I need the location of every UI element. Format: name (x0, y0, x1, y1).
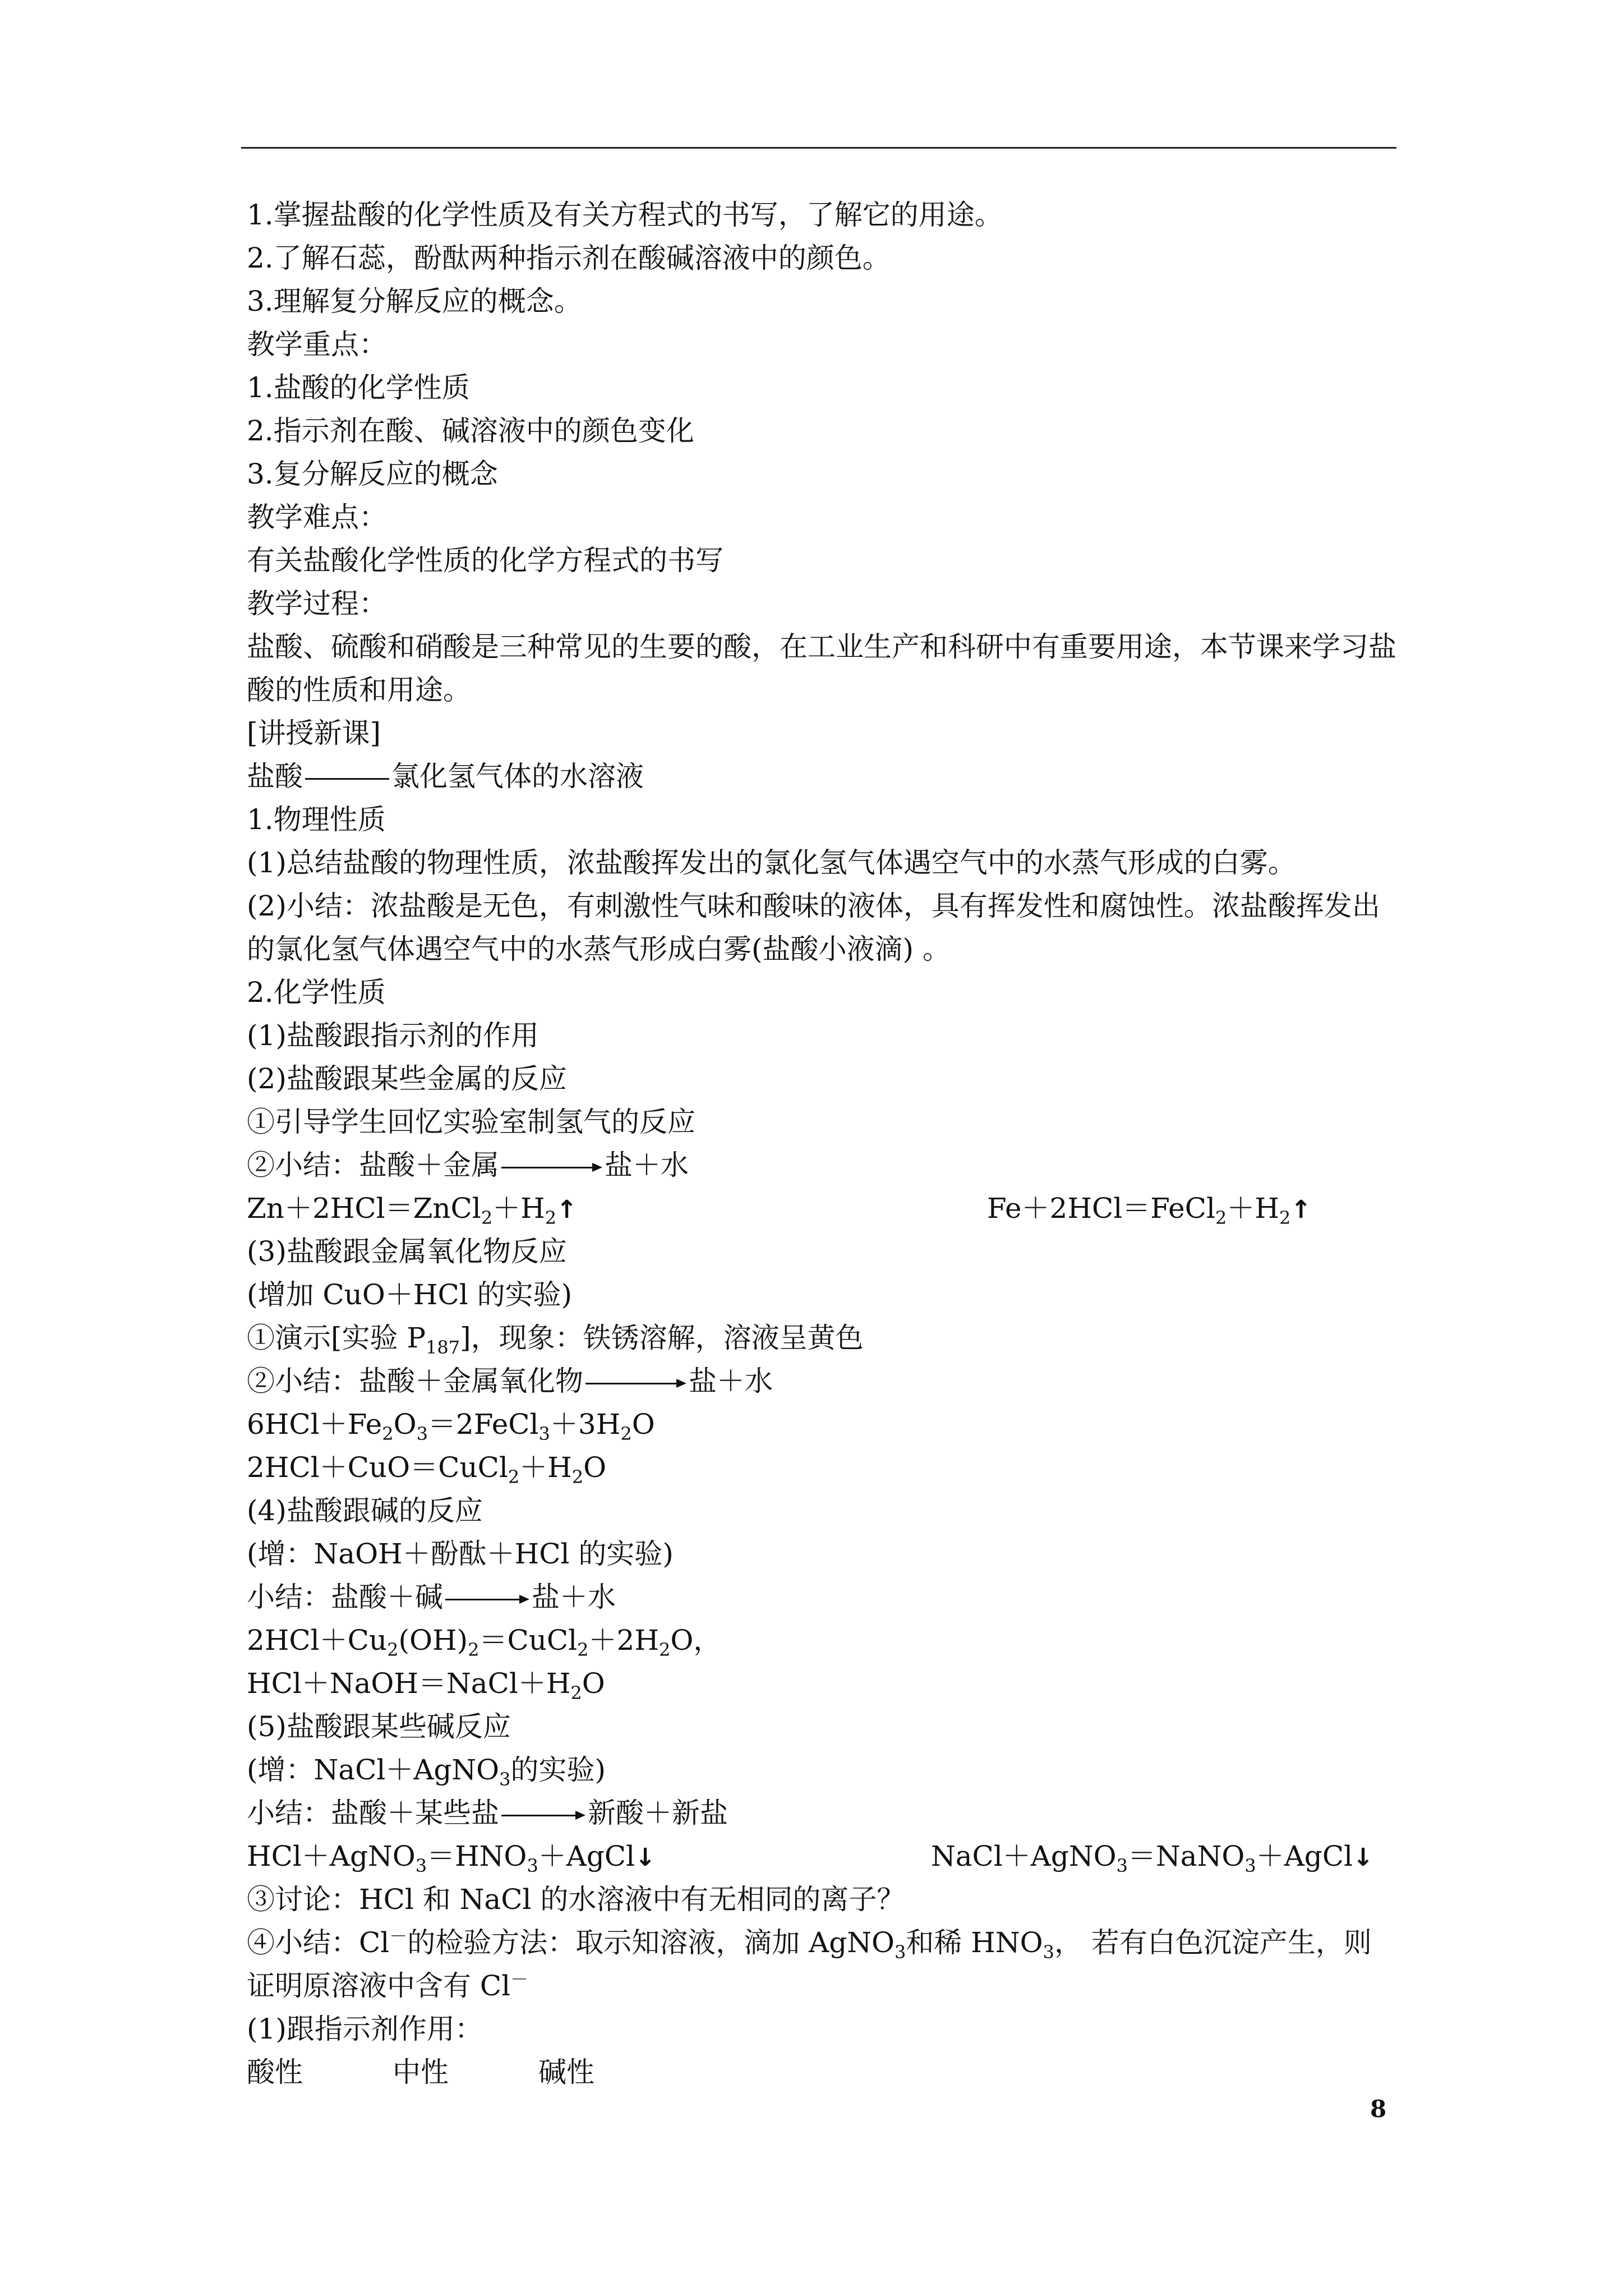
recall-hydrogen: ①引导学生回忆实验室制氢气的反应 (247, 1106, 695, 1138)
reaction-arrow (445, 1594, 529, 1605)
metal-reaction: (2)盐酸跟某些金属的反应 (247, 1062, 567, 1095)
reaction-arrow (585, 1378, 686, 1389)
objective-3: 3.理解复分解反应的概念。 (247, 285, 582, 318)
summary-metal-oxide: ②小结：盐酸＋金属氧化物 盐＋水 (247, 1365, 773, 1397)
new-lesson-label: [讲授新课] (247, 717, 381, 749)
indicator-reaction: (1)盐酸跟指示剂的作用 (247, 1019, 539, 1052)
chemical-props-heading: 2.化学性质 (247, 976, 386, 1009)
precipitate-arrow-icon: ↓ (1353, 1843, 1373, 1872)
intro-paragraph: 盐酸、硫酸和硝酸是三种常见的生要的酸，在工业生产和科研中有重要用途，本节课来学习盐酸的性质和用途。 (247, 631, 1396, 706)
equation-agno3 (247, 1835, 1396, 1878)
agno3-experiment: (增：NaCl＋AgNO$_3$的实验) (247, 1754, 606, 1790)
base-reaction: (4)盐酸跟碱的反应 (247, 1494, 483, 1527)
equation-cuo: $2HCl+CuO=CuCl_2+H_2O$ (247, 1451, 607, 1488)
ph-columns (247, 2051, 1396, 2094)
equation-zn-fe (247, 1187, 1396, 1230)
heading-key-points: 教学重点： (247, 328, 387, 361)
summary-salt: 小结：盐酸＋某些盐 新酸＋新盐 (247, 1797, 728, 1829)
physical-summary-1: (1)总结盐酸的物理性质，浓盐酸挥发出的氯化氢气体遇空气中的水蒸气形成的白雾。 (247, 846, 1296, 879)
objective-1: 1.掌握盐酸的化学性质及有关方程式的书写，了解它的用途。 (247, 199, 1003, 231)
summary-base: 小结：盐酸＋碱 盐＋水 (247, 1581, 616, 1613)
col-acidic: 酸性 (247, 2056, 303, 2088)
objective-2: 2.了解石蕊，酚酞两种指示剂在酸碱溶液中的颜色。 (247, 242, 891, 274)
header-rule (241, 147, 1396, 149)
indicator-heading: (1)跟指示剂作用： (247, 2013, 483, 2045)
key-point-3: 3.复分解反应的概念 (247, 458, 498, 490)
discussion-ions: ③讨论：HCl 和 NaCl 的水溶液中有无相同的离子？ (247, 1883, 905, 1916)
equation-zn: $Zn+2HCl=ZnCl_2+H_2↑$ (247, 1192, 578, 1228)
reaction-arrow (501, 1810, 585, 1821)
hcl-definition: 盐酸 氯化氢气体的水溶液 (247, 760, 644, 793)
physical-summary-2: (2)小结：浓盐酸是无色，有刺激性气味和酸味的液体，具有挥发性和腐蚀性。浓盐酸挥发出的氯化氢气体遇空气中的水蒸气形成白雾(盐酸小液滴) 。 (247, 890, 1380, 965)
document-body (247, 194, 1396, 2094)
equation-naoh: $HCl+NaOH=NaCl+H_2O$ (247, 1667, 605, 1704)
equation-fe: $Fe+2HCl=FeCl_2+H_2↑$ (987, 1192, 1312, 1228)
equation-cuoh2: $2HCl+Cu_2(OH)_2=CuCl_2+2H_2O$， (247, 1624, 722, 1660)
reaction-arrow (501, 1162, 602, 1173)
col-neutral: 中性 (393, 2056, 449, 2088)
naoh-experiment: (增：NaOH＋酚酞＋HCl 的实验) (247, 1538, 674, 1570)
equation-fe2o3: $6HCl+Fe_2O_3=2FeCl_3+3H_2O$ (247, 1408, 655, 1444)
physical-props-heading: 1.物理性质 (247, 803, 386, 836)
heading-process: 教学过程： (247, 587, 387, 620)
precipitate-arrow-icon: ↓ (635, 1843, 656, 1872)
cuo-experiment: (增加 CuO＋HCl 的实验) (247, 1278, 573, 1311)
summary-metal: ②小结：盐酸＋金属 盐＋水 (247, 1149, 689, 1181)
gas-arrow-icon: ↑ (1290, 1195, 1312, 1224)
salt-reaction: (5)盐酸跟某些碱反应 (247, 1710, 511, 1743)
equation-hcl-agno3: $HCl+AgNO_3=HNO_3+AgCl↓$ (247, 1840, 656, 1876)
gas-arrow-icon: ↑ (556, 1195, 578, 1224)
col-basic: 碱性 (538, 2056, 594, 2088)
key-point-1: 1.盐酸的化学性质 (247, 371, 470, 404)
key-point-2: 2.指示剂在酸、碱溶液中的颜色变化 (247, 415, 694, 447)
chloride-test: ④小结：Cl－的检验方法：取示知溶液，滴加 AgNO$_3$和稀 $HNO_3$， 若有白色沉淀产生，则证明原溶液中含有 Cl－ (247, 1925, 1372, 2002)
page-number: 8 (1370, 2095, 1387, 2123)
metal-oxide-reaction: (3)盐酸跟金属氧化物反应 (247, 1235, 567, 1268)
demo-experiment: ①演示[实验 $P_{187}$]，现象：铁锈溶解，溶液呈黄色 (247, 1322, 864, 1358)
equation-nacl-agno3: NaCl＋AgNO$_3$＝NaNO$_3$＋AgCl↓ (931, 1840, 1373, 1876)
heading-difficulty: 教学难点： (247, 501, 387, 533)
dash-line (305, 778, 389, 780)
difficulty-text: 有关盐酸化学性质的化学方程式的书写 (247, 544, 723, 577)
